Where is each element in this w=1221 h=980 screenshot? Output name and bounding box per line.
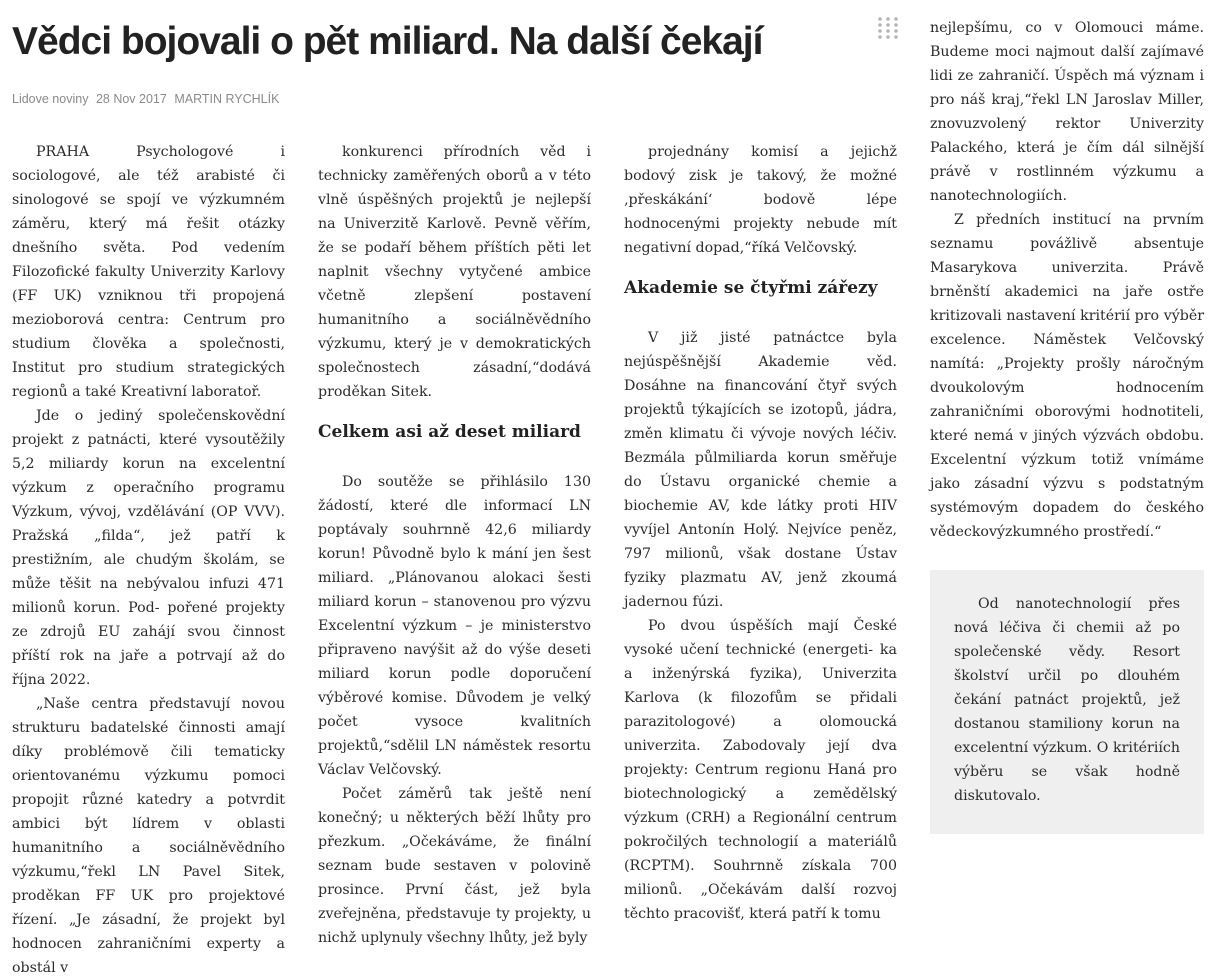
- paragraph: „Naše centra představují novou strukturu badatelské činnosti amají díky problémově čili tematicky orientovanému výzkumu pomoci propojit různé katedry a potvrdit ambici být lídrem v oblasti humanitního a sociálněvědního výzkumu,“řekl LN Pavel Sitek, proděkan FF UK pro projektové řízení. „Je zásadní, že projekt byl hodnocen zahraničními experty a obstál v: [12, 696, 285, 976]
- article-title: Vědci bojovali o pět miliard. Na další čekají: [12, 20, 763, 63]
- article-date: 28 Nov 2017: [95, 92, 167, 106]
- paragraph: Počet záměrů tak ještě není konečný; u některých běží lhůty pro přezkum. „Očekáváme, že finální seznam bude sestaven v polovině prosince. První část, jež byla zveřejněna, představuje ty projekty, u nichž uplynuly všechny lhůty, jež byly: [318, 786, 591, 946]
- paragraph: Z předních institucí na prvním seznamu povážlivě absentuje Masarykova univerzita. Právě brněnští akademici na jaře ostře kritizovali nastavení kritérií pro výběr excelence. Náměstek Velčovský namítá: „Projekty prošly náročným dvoukolovým hodnocením zahraničními oborovými hodnotiteli, které nemá v jiných výzvách obdobu. Excelentní výzkum totiž vnímáme jako zásadní výzvu s podstatným systémovým dopadem do českého vědeckovýzkumného prostředí.“: [930, 212, 1204, 540]
- summary-box: [930, 570, 1204, 834]
- article-column-1: [12, 140, 285, 980]
- article-column-2: [318, 140, 591, 950]
- summary-text: Od nanotechnologií přes nová léčiva či chemii až po společenské vědy. Resort školství určil po dlouhém čekání patnáct projektů, jež dostanou stamiliony korun na excelentní výzkum. O kritériích výběru se však hodně diskutovalo.: [954, 596, 1180, 804]
- article-source[interactable]: Lidove noviny: [12, 92, 89, 106]
- paragraph: Po dvou úspěších mají České vysoké učení technické (energeti- ka a inženýrská fyzika), Univerzita Karlova (k filozofům se přidali parazitologové) a olomoucká univerzita. Zabodovaly její dva projekty: Centrum regionu Haná pro biotechnologický a zemědělský výzkum (CRH) a Regionální centrum pokročilých technologií a materiálů (RCPTM). Souhrnně získala 700 milionů. „Očekávám další rozvoj těchto pracovišť, která patří k tomu: [624, 618, 897, 922]
- paragraph: projednány komisí a jejichž bodový zisk je takový, že možné ‚přeskákání‘ bodově lépe hodnocenými projekty nebude mít negativní dopad,“říká Velčovský.: [624, 144, 897, 256]
- article-author[interactable]: MARTIN RYCHLÍK: [174, 92, 280, 106]
- paragraph: V již jisté patnáctce byla nejúspěšnější Akademie věd. Dosáhne na financování čtyř svých projektů týkajících se izotopů, jádra, změn klimatu či vývoje nových léčiv. Bezmála půlmiliarda korun směřuje do Ústavu organické chemie a biochemie AV, kde látky proti HIV vyvíjel Antonín Holý. Nejvíce peněz, 797 milionů, však dostane Ústav fyziky plazmatu AV, jenž zkoumá jadernou fúzi.: [624, 330, 897, 610]
- paragraph: Do soutěže se přihlásilo 130 žádostí, které dle informací LN poptávaly souhrnně 42,6 miliardy korun! Původně bylo k mání jen šest miliard. „Plánovanou alokaci šesti miliard korun – stanovenou pro výzvu Excelentní výzkum – je ministerstvo připraveno navýšit až do výše deseti miliard korun podle doporučení výběrové komise. Důvodem je velký počet vysoce kvalitních projektů,“sdělil LN náměstek resortu Václav Velčovský.: [318, 474, 591, 778]
- grid-dots-icon[interactable]: [876, 16, 900, 40]
- paragraph: PRAHA Psychologové i sociologové, ale též arabisté či sinologové se spojí ve výzkumném záměru, který má řešit otázky dnešního světa. Pod vedením Filozofické fakulty Univerzity Karlovy (FF UK) vzniknou tři propojená mezioborová centra: Centrum pro studium člověka a společnosti, Institut pro studium strategických regionů a také Kreativní laboratoř.: [12, 144, 285, 400]
- article-column-3: [624, 140, 897, 926]
- section-heading: Celkem asi až deset miliard: [318, 422, 581, 442]
- paragraph: konkurenci přírodních věd i technicky zaměřených oborů a v této vlně úspěšných projektů je nejlepší na Univerzitě Karlově. Pevně věřím, že se podaří během příštích pěti let naplnit všechny vytyčené ambice včetně zlepšení postavení humanitního a sociálněvědního výzkumu, který je v demokratických společnostech zásadní,“dodává proděkan Sitek.: [318, 144, 591, 400]
- article-column-4: [930, 16, 1204, 544]
- paragraph: nejlepšímu, co v Olomouci máme. Budeme moci najmout další zajímavé lidi ze zahraničí. Úspěch má význam i pro náš kraj,“řekl LN Jaroslav Miller, znovuzvolený rektor Univerzity Palackého, která je čím dál silnější právě v rostlinném výzkumu a nanotechnologiích.: [930, 20, 1204, 204]
- article-meta: [12, 92, 283, 106]
- section-heading: Akademie se čtyřmi zářezy: [624, 278, 878, 298]
- paragraph: Jde o jediný společenskovědní projekt z patnácti, které vysoutěžily 5,2 miliardy korun na excelentní výzkum z operačního programu Výzkum, vývoj, vzdělávání (OP VVV). Pražská „filda“, jež patří k prestižním, ale chudým školám, se může těšit na nebývalou infuzi 471 milionů korun. Pod- pořené projekty ze zdrojů EU zahájí svou činnost příští rok na jaře a potrvají až do října 2022.: [12, 408, 285, 688]
- grid-dots-icon-graphic: [876, 16, 900, 40]
